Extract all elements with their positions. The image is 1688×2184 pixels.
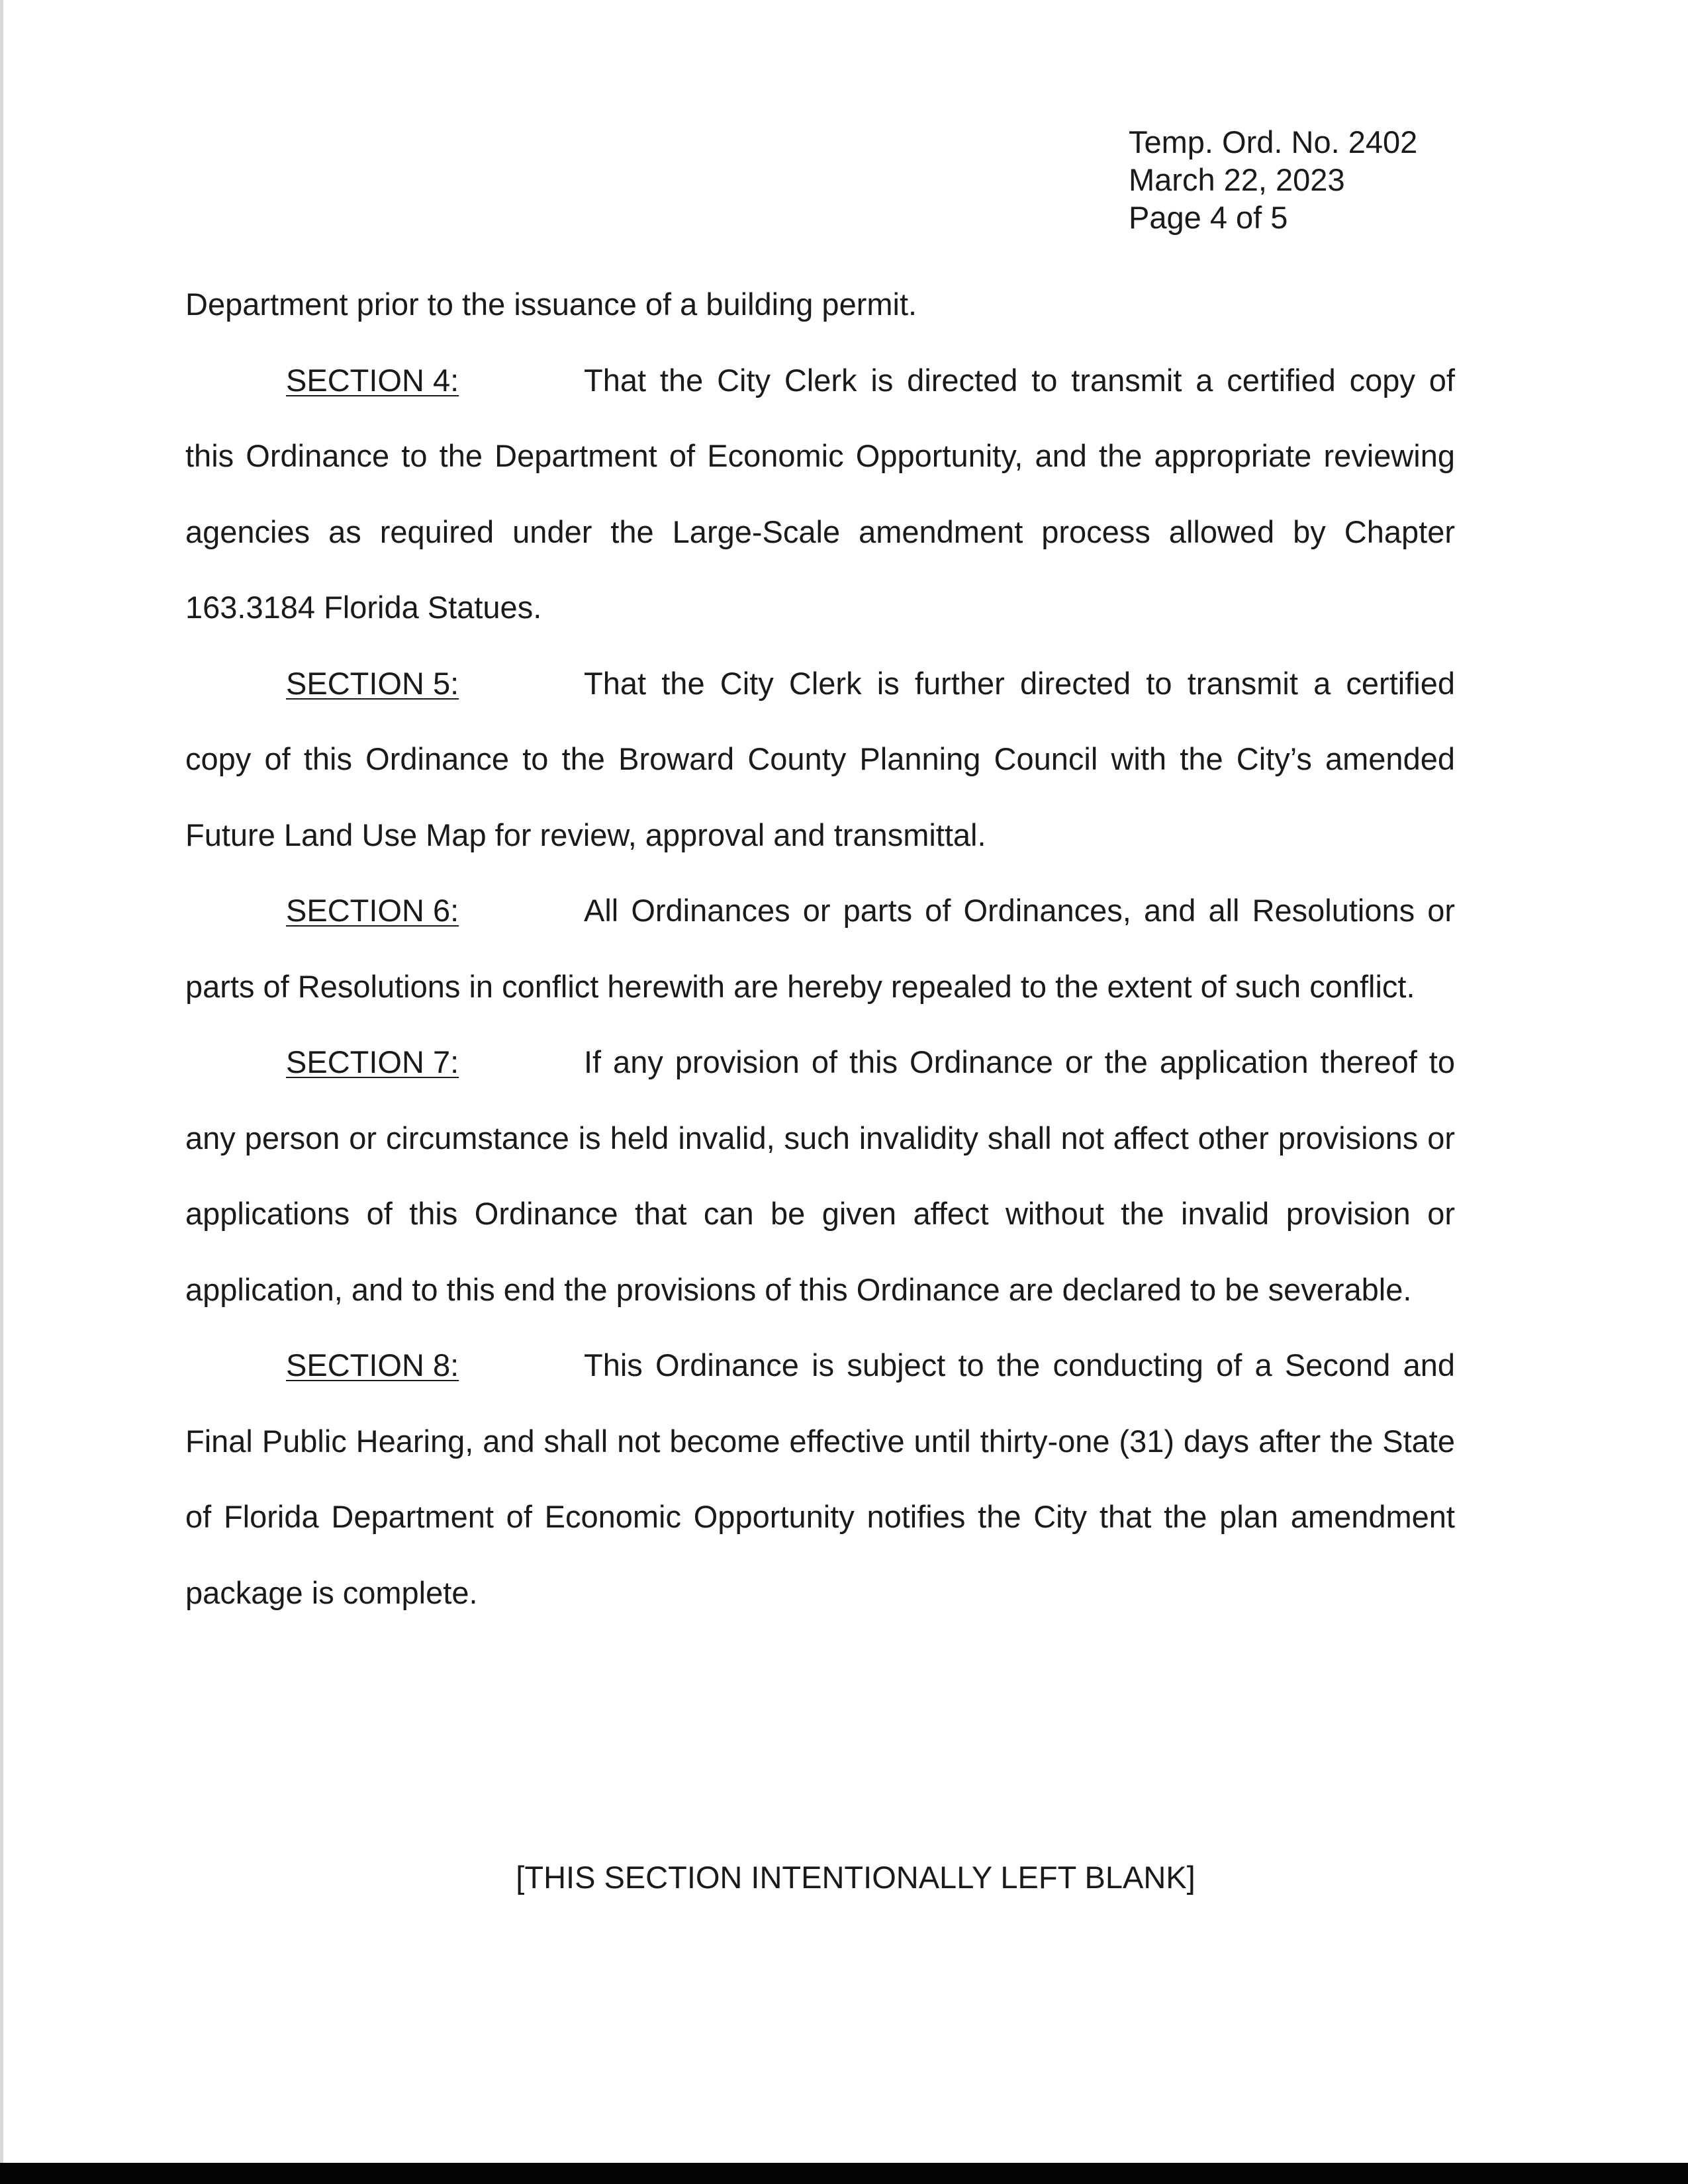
section-5-label: SECTION 5: <box>286 665 459 701</box>
section-7-text: If any provision of this Ordinance or the application thereof to any person or circumstance is held invalid, such invalidity shall not affect other provisions or applications of this Ordinance that can be given affect without the invalid provision or application, and to this end the provisions of this Ordinance are declared to be severable. <box>185 1044 1455 1307</box>
section-5-text: That the City Clerk is further directed to transmit a certified copy of this Ordinance to the Broward County Planning Council with the City’s amended Future Land Use Map for review, approval and transmittal. <box>185 665 1455 852</box>
section-8-text: This Ordinance is subject to the conducting of a Second and Final Public Hearing, and shall not become effective until thirty-one (31) days after the State of Florida Department of Economic Opportunity notifies the City that the plan amendment package is complete. <box>185 1347 1455 1610</box>
section-7-label: SECTION 7: <box>286 1044 459 1079</box>
section-6-text: All Ordinances or parts of Ordinances, and all Resolutions or parts of Resolutions in conflict herewith are hereby repealed to the extent of such conflict. <box>185 893 1455 1004</box>
continuation-paragraph: Department prior to the issuance of a building permit. <box>185 287 917 322</box>
document-header <box>1129 123 1417 236</box>
section-7-paragraph <box>185 1024 1455 1328</box>
section-6-label: SECTION 6: <box>286 893 459 928</box>
ordinance-date: March 22, 2023 <box>1129 162 1345 197</box>
scan-bottom-border <box>0 2163 1688 2184</box>
section-5-paragraph <box>185 646 1455 874</box>
page-number: Page 4 of 5 <box>1129 200 1288 235</box>
section-4-text: That the City Clerk is directed to transmit a certified copy of this Ordinance to the Department of Economic Opportunity, and the appropriate reviewing agencies as required under the Large-Scale amendment process allowed by Chapter 163.3184 Florida Statues. <box>185 362 1455 625</box>
section-8-label: SECTION 8: <box>286 1347 459 1383</box>
section-4-paragraph <box>185 343 1455 646</box>
section-6-paragraph <box>185 873 1455 1024</box>
intentionally-blank-note: [THIS SECTION INTENTIONALLY LEFT BLANK] <box>516 1860 1196 1895</box>
section-8-paragraph <box>185 1328 1455 1631</box>
ordinance-body <box>185 267 1455 1631</box>
section-4-label: SECTION 4: <box>286 362 459 398</box>
scan-left-edge <box>0 0 3 2184</box>
ordinance-number: Temp. Ord. No. 2402 <box>1129 124 1418 159</box>
